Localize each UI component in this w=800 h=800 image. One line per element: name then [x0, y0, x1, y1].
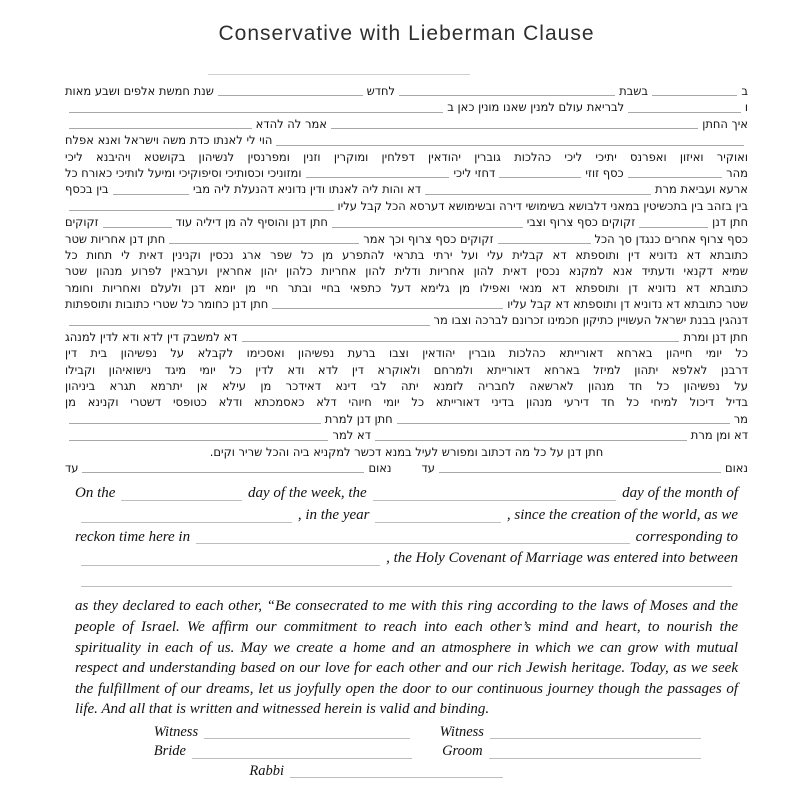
text-segment: לחדש	[366, 83, 396, 98]
fill-in-blank	[103, 227, 172, 228]
fill-in-blank	[82, 472, 364, 473]
signature-line	[154, 742, 707, 762]
hebrew-line: דרבנן לאלפא יתהון למיזל בארחא דאורייתא ולמרחם ולאוקרא דין לדא ודא לדין כל יומי מיגד נישואיהון וקבילו	[65, 362, 748, 377]
hebrew-line	[65, 198, 748, 214]
text-segment: ארעא ועביאת מרת	[654, 182, 748, 197]
hebrew-line: על נפשיהון כל חד מנהון לארשאה לחבריה לזמנא יתה לבי דינא דאידכר מן עילא אן יתרמא תגרא ביניהון	[65, 379, 748, 394]
fill-in-blank	[69, 128, 252, 129]
text-segment: חתן דנן כחומר כל שטרי כתובות ותוספתות	[65, 297, 269, 312]
text-segment: עד	[421, 460, 435, 475]
fill-in-blank	[332, 227, 523, 228]
fill-in-blank	[490, 738, 701, 739]
fill-in-blank	[242, 341, 680, 342]
english-form-line	[75, 527, 738, 549]
english-form-line	[75, 483, 738, 505]
english-vows-paragraph: as they declared to each other, “Be consecrated to me with this ring according to the laws of Moses and the people of Israel. We affirm our commitment to reach into each other’s mind and heart, to nourish the spirituality in each of us. May we create a home and an atmosphere in which we can grow with mutual respect and understanding based on our love for each other and our rich Jewish heritage. Today, as we seek the fulfillment of our dreams, let us joyfully open the door to our continuous journey though the passages of life. And all that is written and witnessed herein is valid and binding.	[75, 598, 738, 718]
text-segment: שנת חמשת אלפים ושבע מאות	[65, 83, 214, 98]
text-segment: day of the week, the	[248, 485, 367, 502]
hebrew-line: כל יומי חייהון בארחא דאורייתא כהלכות גוברין יהודאין וצבו ברעת נפשיהון ואסכימו לקבלא על נפשיהון בית דין	[65, 346, 748, 361]
text-segment: זקוקים כסף צרוף וצבי	[526, 215, 636, 230]
hebrew-line: כתובתא דא נדוניא דין ותוספתא דא קבלית עלי ועל ירתי בתראי להתפרע מן כל שפר ארג נכסין וקנינין דאית לי תחות כל	[65, 247, 748, 262]
fill-in-blank	[69, 325, 430, 326]
hebrew-line	[65, 83, 748, 99]
fill-in-blank	[499, 177, 581, 178]
hebrew-line	[65, 329, 748, 345]
fill-in-blank	[425, 194, 651, 195]
text-segment: כסף זוזי	[585, 165, 624, 180]
fill-in-blank	[276, 145, 744, 146]
english-date-block	[65, 483, 748, 591]
text-segment: בשבת	[619, 83, 649, 98]
fill-in-blank	[81, 565, 380, 566]
text-segment: בין בכסף	[65, 182, 109, 197]
text-segment: אמר לה להדא	[255, 116, 327, 131]
fill-in-blank	[331, 128, 698, 129]
fill-in-blank	[169, 243, 359, 244]
text-segment: חתן דנן והוסיף לה מן דיליה עוד	[175, 215, 328, 230]
text-segment: reckon time here in	[75, 528, 191, 545]
text-segment: חתן דנן	[712, 215, 748, 230]
text-segment: חתן דנן אחריות שטר	[64, 231, 166, 246]
fill-in-blank	[628, 112, 741, 113]
fill-in-blank	[375, 522, 500, 523]
page-title: Conservative with Lieberman Clause	[218, 22, 595, 45]
hebrew-line	[65, 165, 748, 181]
text-segment: זקוקים כסף צרוף וכך אמר	[363, 231, 494, 246]
text-segment: Groom	[442, 743, 483, 760]
fill-in-blank	[113, 194, 189, 195]
fill-in-blank	[196, 543, 630, 544]
fill-in-blank	[69, 112, 443, 113]
top-fill-in-line	[208, 73, 470, 75]
fill-in-blank	[69, 423, 321, 424]
signature-line	[154, 723, 707, 743]
hebrew-line: ואוקיר ואיזון ואפרנס יתיכי ליכי כהלכות גוברין יהודאין דפלחין ומוקרין וזנין ומפרנסין לנשיהון בקושטא ויהיבנא ליכי	[65, 149, 748, 164]
text-segment: לבריאת עולם למנין שאנו מונין כאן ב	[447, 100, 625, 115]
fill-in-blank	[121, 500, 242, 501]
hebrew-line	[65, 427, 748, 443]
hebrew-line	[65, 99, 748, 115]
hebrew-line	[65, 132, 748, 148]
text-segment: דא למשבק דין לדא ודא לדין למנהג	[65, 329, 238, 344]
text-segment: דא ומן מרת	[690, 428, 748, 443]
text-segment: דחזי ליכי	[453, 165, 496, 180]
english-form-line	[75, 548, 738, 570]
hebrew-line	[65, 312, 748, 328]
text-segment: דא והות ליה לאנתו ודין נדוניא דהנעלת ליה מבי	[193, 182, 422, 197]
fill-in-blank	[306, 177, 450, 178]
fill-in-blank	[639, 227, 708, 228]
signature-block	[65, 723, 748, 782]
hebrew-line	[65, 411, 748, 427]
text-segment: זקוקים	[64, 215, 99, 230]
hebrew-line	[65, 214, 748, 230]
hebrew-text-block	[65, 83, 748, 476]
fill-in-blank	[489, 758, 701, 759]
hebrew-line: כתובתא דא נדוניא דן ותוספתא דא מנאי ואפילו מן גלימא דעל כתפאי בחיי ובתר חיי מן יומא דנן ולעלם ואחריות וחומר	[65, 280, 748, 295]
fill-in-blank	[290, 777, 503, 778]
fill-in-blank	[397, 423, 730, 424]
text-segment: נאום	[368, 460, 392, 475]
text-segment: Witness	[439, 723, 484, 740]
fill-in-blank	[399, 95, 615, 96]
text-segment: Rabbi	[249, 762, 285, 779]
fill-in-blank	[218, 95, 363, 96]
text-segment: בין בזהב בין בתכשיטין במאני דלבושא בשימושי דירה ובשימושא דערסא הכל קבל עליו	[337, 198, 748, 213]
text-segment: ב	[741, 83, 748, 98]
text-segment: , in the year	[297, 506, 370, 523]
text-segment: day of the month of	[622, 485, 738, 502]
hebrew-line	[65, 116, 748, 132]
fill-in-blank	[81, 522, 292, 523]
fill-in-blank	[628, 177, 723, 178]
fill-in-blank	[81, 586, 732, 587]
english-form-line	[75, 505, 738, 527]
text-segment: ו	[744, 100, 748, 115]
hebrew-line	[65, 181, 748, 197]
fill-in-blank	[439, 472, 721, 473]
fill-in-blank	[652, 95, 737, 96]
text-segment: Bride	[153, 743, 186, 760]
text-segment: Witness	[153, 723, 199, 740]
hebrew-line: בדיל דיכול למיחי כל חד דירעי מנהון בדיני דאורייתא כל יומי חיוהי דלא כאסמכתא ודלא כטופסי דשטרי וקנינא מן	[65, 395, 748, 410]
text-segment: , the Holy Covenant of Marriage was entered into between	[386, 550, 738, 567]
text-segment: דנהגין בבנת ישראל העשויין כתיקון חכמינו זכרונם לברכה וצבו מר	[433, 313, 748, 328]
text-segment: חתן דנן ומרת	[683, 329, 748, 344]
hebrew-line	[65, 296, 748, 312]
text-segment: מהר	[726, 165, 748, 180]
english-form-line	[75, 570, 738, 592]
fill-in-blank	[373, 500, 616, 501]
text-segment: חתן דנן למרת	[324, 411, 393, 426]
text-segment: שטר כתובתא דא נדוניא דן ותוספתא דא קבל עליו	[507, 297, 748, 312]
fill-in-blank	[272, 308, 503, 309]
fill-in-blank	[498, 243, 591, 244]
text-segment: כסף צרוף אחרים כנגדן סך הכל	[594, 231, 748, 246]
text-segment: , since the creation of the world, as we	[506, 506, 738, 523]
text-segment: הוי לי לאנתו כדת משה וישראל ואנא אפלח	[65, 133, 273, 148]
text-segment: On the	[75, 485, 116, 502]
text-segment: מר	[733, 411, 748, 426]
text-segment: נאום	[724, 460, 748, 475]
hebrew-line: חתן דנן על כל מה דכתוב ומפורש לעיל במנא דכשר למקניא ביה והכל שריר וקים.	[209, 444, 604, 459]
fill-in-blank	[69, 210, 334, 211]
fill-in-blank	[69, 440, 328, 441]
text-segment: corresponding to	[635, 528, 738, 545]
hebrew-line	[65, 460, 748, 476]
signature-line	[249, 762, 509, 782]
text-segment: עד	[65, 460, 79, 475]
text-segment: דא למר	[332, 428, 371, 443]
hebrew-line: שמיא דקנאי ודעתיד אנא למקנא נכסין דאית להון אחריות ודלית להון אחריות כלהון יהון אחראין וערבאין לפרוע מנהון שטר	[65, 264, 748, 279]
text-segment: איך החתן	[702, 116, 748, 131]
fill-in-blank	[192, 758, 412, 759]
text-segment: ומזוניכי וכסותיכי וסיפוקיכי ומיעל לותיכי כאורח כל	[64, 165, 302, 180]
fill-in-blank	[375, 440, 687, 441]
hebrew-line	[65, 231, 748, 247]
fill-in-blank	[204, 738, 410, 739]
